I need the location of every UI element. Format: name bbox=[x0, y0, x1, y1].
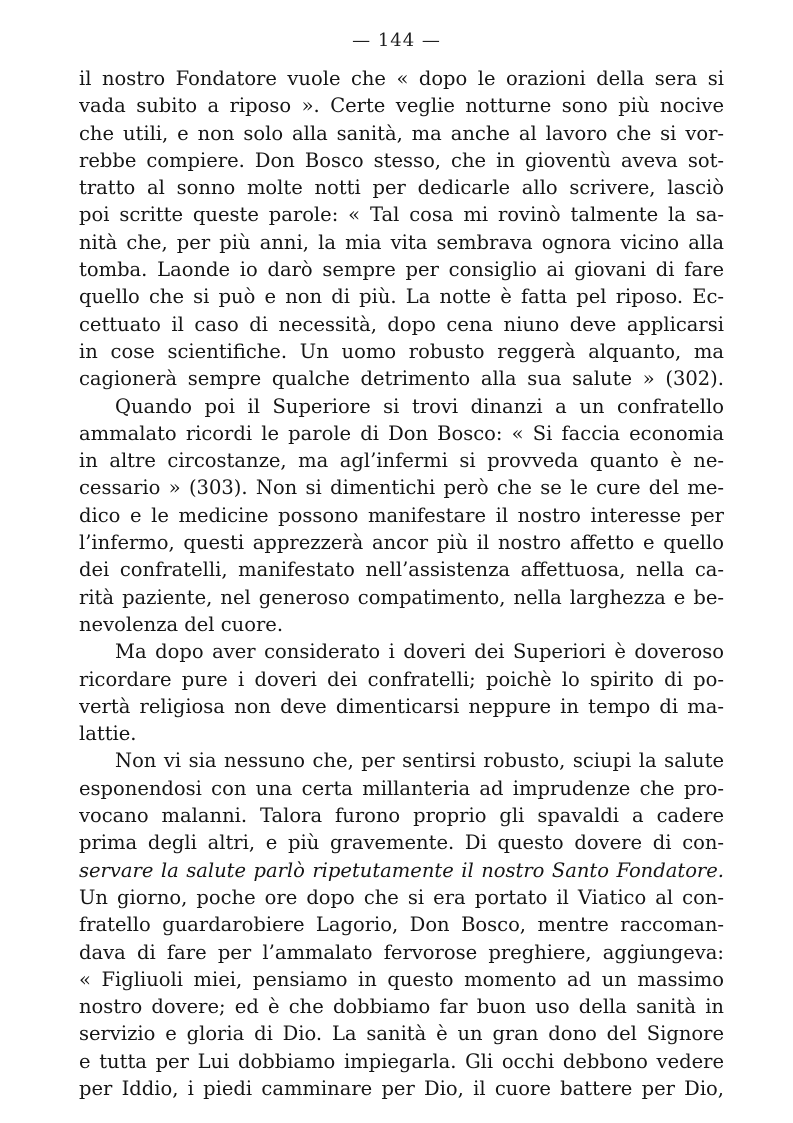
text-line: servare la salute parlò ripetutamente il nostro Santo Fondatore. bbox=[79, 858, 724, 882]
text-line: Non vi sia nessuno che, per sentirsi robusto, sciupi la salute bbox=[115, 749, 724, 773]
text-line: ricordare pure i doveri dei confratelli; poichè lo spirito di po- bbox=[79, 667, 724, 691]
text-line: cessario » (303). Non si dimentichi però che se le cure del me- bbox=[79, 476, 724, 500]
text-line: cagionerà sempre qualche detrimento alla sua salute » (302). bbox=[79, 367, 724, 391]
text-line: tomba. Laonde io darò sempre per consiglio ai giovani di fare bbox=[79, 258, 724, 282]
text-line: in cose scientifiche. Un uomo robusto reggerà alquanto, ma bbox=[79, 339, 724, 363]
text-line: vertà religiosa non deve dimenticarsi neppure in tempo di ma- bbox=[79, 694, 724, 718]
text-line: poi scritte queste parole: « Tal cosa mi rovinò talmente la sa- bbox=[79, 203, 724, 227]
text-line: esponendosi con una certa millanteria ad imprudenze che pro- bbox=[79, 776, 724, 800]
text-line: per Iddio, i piedi camminare per Dio, il cuore battere per Dio, bbox=[79, 1076, 724, 1100]
text-line: l’infermo, questi apprezzerà ancor più il nostro affetto e quello bbox=[79, 531, 724, 555]
text-line: rità paziente, nel generoso compatimento, nella larghezza e be- bbox=[79, 585, 724, 609]
text-line: il nostro Fondatore vuole che « dopo le orazioni della sera si bbox=[79, 67, 724, 90]
body-text bbox=[79, 65, 724, 1102]
text-line: servizio e gloria di Dio. La sanità è un gran dono del Signore bbox=[79, 1022, 724, 1046]
text-line: lattie. bbox=[79, 722, 137, 746]
text-line: rebbe compiere. Don Bosco stesso, che in gioventù aveva sot- bbox=[79, 148, 724, 172]
text-line: Ma dopo aver considerato i doveri dei Superiori è doveroso bbox=[115, 640, 724, 664]
page-number: — 144 — bbox=[352, 30, 441, 51]
text-line: tratto al sonno molte notti per dedicarle allo scrivere, lasciò bbox=[79, 176, 724, 200]
text-line: Un giorno, poche ore dopo che si era portato il Viatico al con- bbox=[79, 885, 724, 909]
text-line: nità che, per più anni, la mia vita sembrava ognora vicino alla bbox=[79, 230, 724, 254]
text-line: e tutta per Lui dobbiamo impiegarla. Gli occhi debbono vedere bbox=[79, 1049, 724, 1073]
text-line: vocano malanni. Talora furono proprio gli spavaldi a cadere bbox=[79, 804, 724, 828]
text-line: che utili, e non solo alla sanità, ma anche al lavoro che si vor- bbox=[79, 121, 724, 145]
text-line: nevolenza del cuore. bbox=[79, 612, 284, 636]
text-line: prima degli altri, e più gravemente. Di questo dovere di con- bbox=[79, 831, 724, 855]
text-line: ammalato ricordi le parole di Don Bosco: « Si faccia economia bbox=[79, 421, 724, 445]
text-line: dava di fare per l’ammalato fervorose preghiere, aggiungeva: bbox=[79, 940, 724, 964]
text-line: dei confratelli, manifestato nell’assistenza affettuosa, nella ca- bbox=[79, 558, 724, 582]
text-line: quello che si può e non di più. La notte è fatta pel riposo. Ec- bbox=[79, 285, 724, 309]
text-line: in altre circostanze, ma agl’infermi si provveda quanto è ne- bbox=[79, 449, 724, 473]
text-line: fratello guardarobiere Lagorio, Don Bosco, mentre raccoman- bbox=[79, 913, 724, 937]
text-line: nostro dovere; ed è che dobbiamo far buon uso della sanità in bbox=[79, 995, 724, 1019]
text-line: vada subito a riposo ». Certe veglie notturne sono più nocive bbox=[79, 94, 724, 118]
text-line: cettuato il caso di necessità, dopo cena niuno deve applicarsi bbox=[79, 312, 724, 336]
text-line: Quando poi il Superiore si trovi dinanzi a un confratello bbox=[115, 394, 724, 418]
text-line: dico e le medicine possono manifestare il nostro interesse per bbox=[79, 503, 724, 527]
text-line: « Figliuoli miei, pensiamo in questo momento ad un massimo bbox=[79, 967, 724, 991]
